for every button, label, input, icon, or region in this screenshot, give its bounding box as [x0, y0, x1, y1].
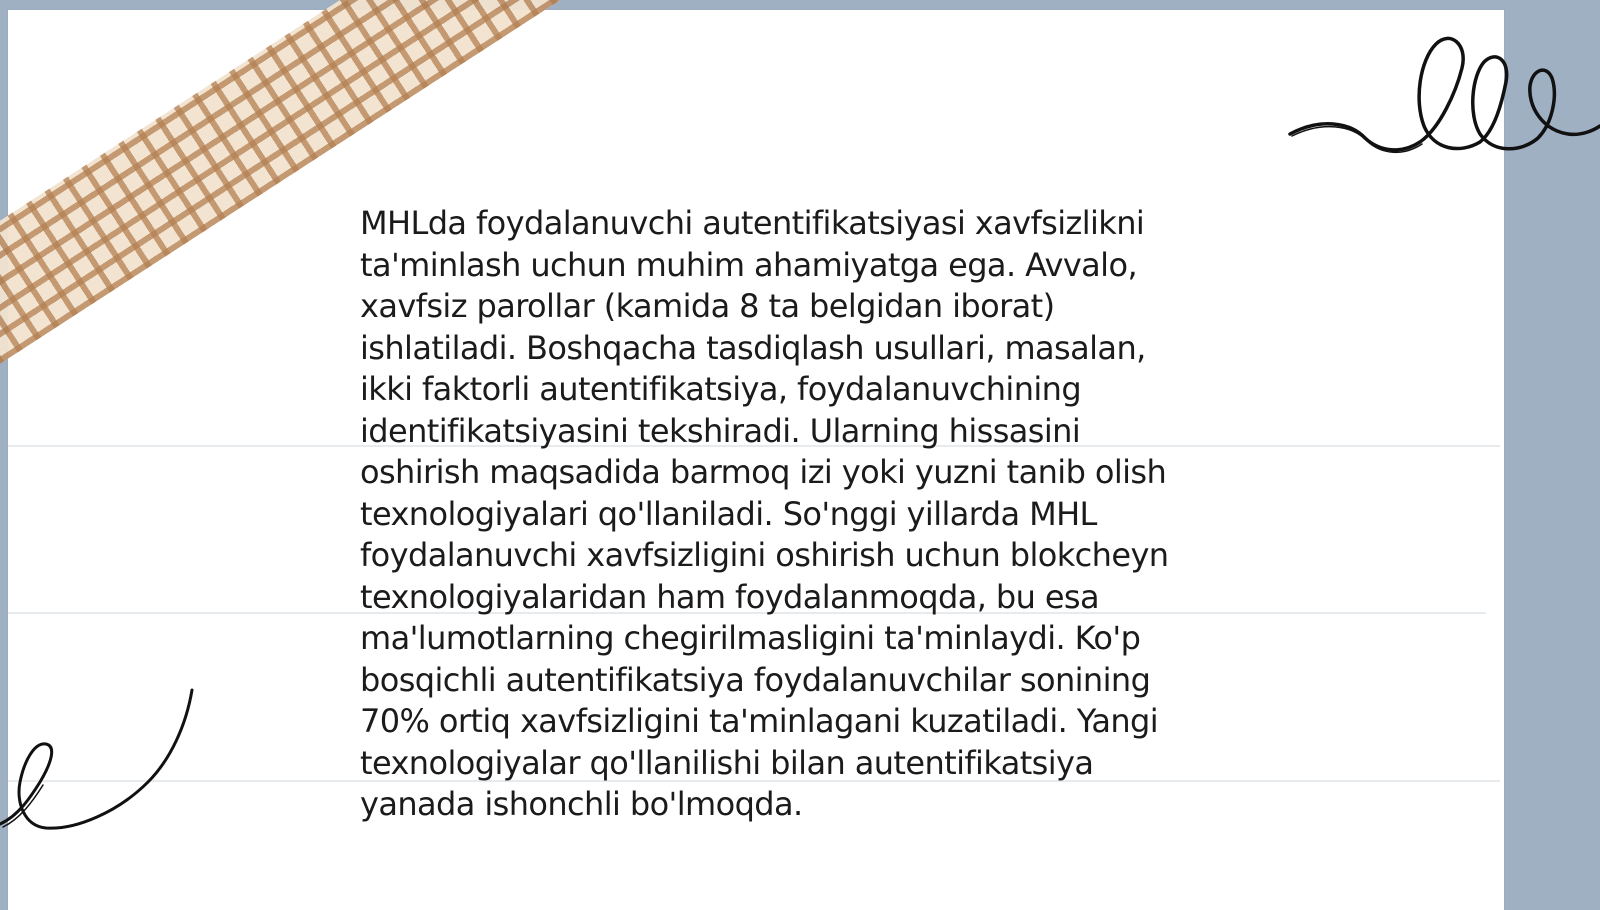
- slide-body-text: MHLda foydalanuvchi autentifikatsiyasi xavfsizlikni ta'minlash uchun muhim ahamiyatga ega. Avvalo, xavfsiz parollar (kamida 8 ta belgidan iborat) ishlatiladi. Boshqacha tasdiqlash usullari, masalan, ikki faktorli autentifikatsiya, foydalanuvchining identifikatsiyasini tekshiradi. Ularning hissasini oshirish maqsadida barmoq izi yoki yuzni tanib olish texnologiyalari qo'llaniladi. So'nggi yillarda MHL foydalanuvchi xavfsizligini oshirish uchun blokcheyn texnologiyalaridan ham foydalanmoqda, bu esa ma'lumotlarning chegirilmasligini ta'minlaydi. Ko'p bosqichli autentifikatsiya foydalanuvchilar sonining 70% ortiq xavfsizligini ta'minlagani kuzatiladi. Yangi texnologiyalar qo'llanilishi bilan autentifikatsiya yanada ishonchli bo'lmoqda.: [360, 204, 1169, 823]
- loop-scribble-icon: [1290, 30, 1600, 170]
- swirl-scribble-icon: [0, 690, 200, 840]
